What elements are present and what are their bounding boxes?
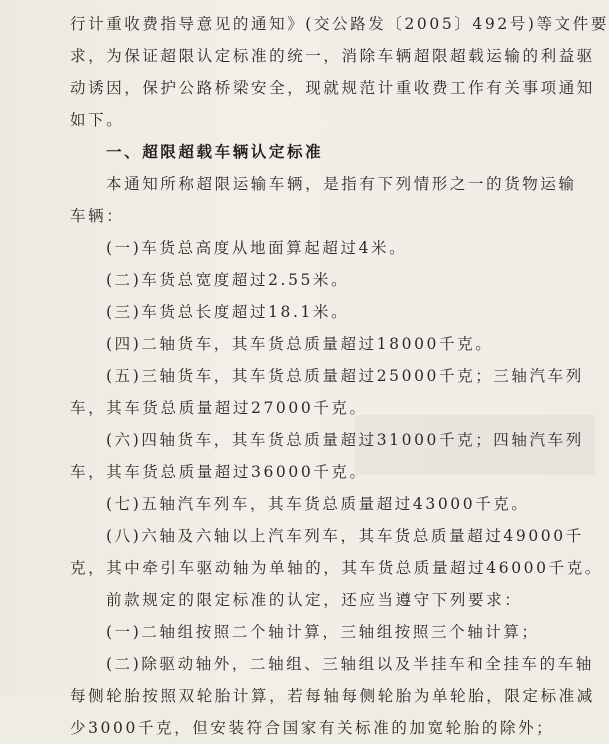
text-line: 克，其中牵引车驱动轴为单轴的，其车货总质量超过46000千克。: [70, 559, 603, 577]
text-line: (二)车货总宽度超过2.55米。: [106, 271, 350, 289]
text-line: 行计重收费指导意见的通知》(交公路发〔2005〕492号)等文件要: [70, 15, 609, 33]
text-line: 如下。: [70, 111, 125, 129]
text-line: 车辆：: [70, 207, 125, 225]
text-line: 本通知所称超限运输车辆，是指有下列情形之一的货物运输: [106, 175, 577, 193]
text-line: 求，为保证超限认定标准的统一，消除车辆超限超载运输的利益驱: [70, 47, 595, 65]
text-line: 每侧轮胎按照双轮胎计算，若每轴每侧轮胎为单轮胎，限定标准减: [70, 687, 595, 705]
section-heading: 一、超限超载车辆认定标准: [106, 143, 324, 161]
text-line: (一)车货总高度从地面算起超过4米。: [106, 239, 408, 257]
text-line: (四)二轴货车，其车货总质量超过18000千克。: [106, 335, 494, 353]
text-line: (五)三轴货车，其车货总质量超过25000千克；三轴汽车列: [106, 367, 584, 385]
text-line: 动诱因，保护公路桥梁安全，现就规范计重收费工作有关事项通知: [70, 79, 595, 97]
text-line: 前款规定的限定标准的认定，还应当遵守下列要求：: [106, 591, 523, 609]
document-text: [70, 8, 609, 744]
text-line: 车，其车货总质量超过27000千克。: [70, 399, 368, 417]
text-line: (六)四轴货车，其车货总质量超过31000千克；四轴汽车列: [106, 431, 584, 449]
text-line: 少3000千克，但安装符合国家有关标准的加宽轮胎的除外；: [70, 719, 555, 737]
text-line: (二)除驱动轴外，二轴组、三轴组以及半挂车和全挂车的车轴: [106, 655, 594, 673]
text-line: (一)二轴组按照二个轴计算，三轴组按照三个轴计算；: [106, 623, 540, 641]
text-line: (七)五轴汽车列车，其车货总质量超过43000千克。: [106, 495, 530, 513]
text-line: 车，其车货总质量超过36000千克。: [70, 463, 368, 481]
text-line: (三)车货总长度超过18.1米。: [106, 303, 350, 321]
text-line: (八)六轴及六轴以上汽车列车，其车货总质量超过49000千: [106, 527, 584, 545]
